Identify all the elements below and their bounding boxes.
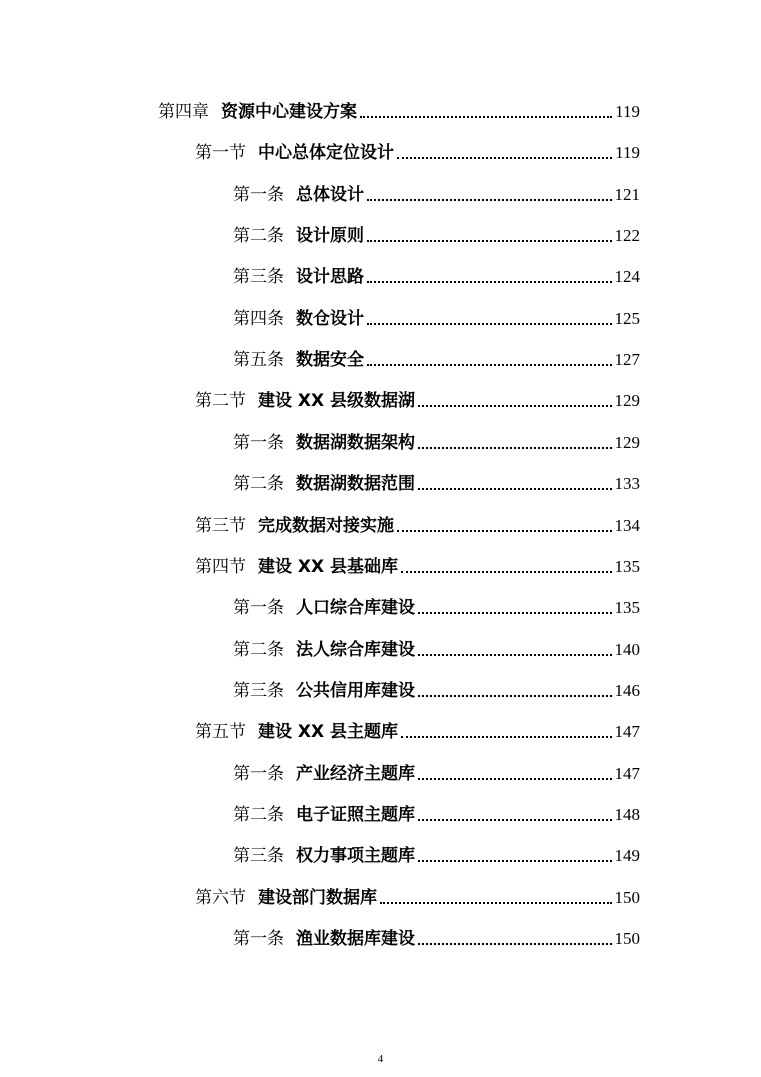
toc-dot-leader xyxy=(397,157,612,159)
toc-entry[interactable] xyxy=(195,502,640,536)
toc-entry-title: 建设 XX 县基础库 xyxy=(258,556,399,577)
toc-entry-page: 149 xyxy=(614,846,640,866)
toc-entry-page: 147 xyxy=(614,763,640,783)
toc-dot-leader xyxy=(367,364,612,366)
toc-entry[interactable] xyxy=(233,667,640,701)
toc-entry[interactable] xyxy=(233,791,640,825)
toc-entry-number: 第一条 xyxy=(233,432,284,453)
toc-entry-title: 数据湖数据范围 xyxy=(296,474,415,495)
toc-entry[interactable] xyxy=(158,88,640,122)
toc-dot-leader xyxy=(401,736,611,738)
toc-entry[interactable] xyxy=(233,419,640,453)
toc-entry-title: 法人综合库建设 xyxy=(296,639,415,660)
toc-entry-page: 147 xyxy=(614,722,640,742)
toc-entry-page: 119 xyxy=(615,102,640,121)
toc-entry[interactable] xyxy=(195,129,640,163)
toc-entry-page: 134 xyxy=(614,515,640,535)
toc-entry-page: 119 xyxy=(615,143,640,163)
toc-dot-leader xyxy=(367,240,612,242)
toc-entry-number: 第一条 xyxy=(233,184,284,205)
toc-entry-number: 第六节 xyxy=(195,887,246,908)
toc-entry-title: 电子证照主题库 xyxy=(296,804,415,825)
toc-entry-number: 第一条 xyxy=(233,763,284,784)
toc-entry-number: 第三条 xyxy=(233,267,284,288)
toc-dot-leader xyxy=(367,281,612,283)
toc-entry-page: 129 xyxy=(614,391,640,411)
toc-entry-title: 完成数据对接实施 xyxy=(258,515,394,536)
toc-dot-leader xyxy=(418,860,612,862)
toc-dot-leader xyxy=(401,571,611,573)
toc-entry-number: 第五条 xyxy=(233,350,284,371)
toc-entry-page: 129 xyxy=(614,432,640,452)
toc-entry-page: 135 xyxy=(614,556,640,576)
toc-entry-number: 第四条 xyxy=(233,308,284,329)
toc-entry-number: 第四章 xyxy=(158,102,209,122)
toc-entry-page: 133 xyxy=(614,474,640,494)
toc-entry-number: 第二条 xyxy=(233,474,284,495)
toc-entry-title: 建设 XX 县主题库 xyxy=(258,722,399,743)
toc-entry-title: 数据湖数据架构 xyxy=(296,432,415,453)
toc-dot-leader xyxy=(380,902,612,904)
toc-entry-number: 第五节 xyxy=(195,722,246,743)
toc-entry-number: 第一节 xyxy=(195,143,246,164)
toc-entry[interactable] xyxy=(195,377,640,411)
toc-dot-leader xyxy=(418,778,612,780)
toc-entry-title: 资源中心建设方案 xyxy=(221,102,357,122)
toc-entry-page: 150 xyxy=(614,887,640,907)
toc-dot-leader xyxy=(397,530,612,532)
toc-entry[interactable] xyxy=(195,543,640,577)
page-number: 4 xyxy=(377,1053,384,1065)
toc-entry-page: 125 xyxy=(614,308,640,328)
toc-entry-page: 148 xyxy=(614,804,640,824)
toc-entry-page: 135 xyxy=(614,598,640,618)
toc-entry[interactable] xyxy=(233,212,640,246)
toc-entry-page: 140 xyxy=(614,639,640,659)
toc-entry-page: 122 xyxy=(614,226,640,246)
toc-entry[interactable] xyxy=(233,171,640,205)
toc-entry-title: 设计思路 xyxy=(296,267,364,288)
toc-entry-title: 总体设计 xyxy=(296,184,364,205)
toc-entry-title: 建设 XX 县级数据湖 xyxy=(258,391,416,412)
toc-dot-leader xyxy=(418,819,612,821)
toc-entry-page: 124 xyxy=(614,267,640,287)
toc-entry-page: 150 xyxy=(614,929,640,948)
toc-dot-leader xyxy=(418,695,612,697)
toc-entry-page: 127 xyxy=(614,350,640,370)
toc-dot-leader xyxy=(418,447,612,449)
toc-entry[interactable] xyxy=(233,750,640,784)
toc-entry-title: 建设部门数据库 xyxy=(258,887,377,908)
toc-entry-title: 产业经济主题库 xyxy=(296,763,415,784)
toc-entry-title: 公共信用库建设 xyxy=(296,680,415,701)
toc-entry[interactable] xyxy=(233,295,640,329)
toc-entry-number: 第二条 xyxy=(233,226,284,247)
toc-entry[interactable] xyxy=(233,832,640,866)
toc-dot-leader xyxy=(418,943,612,945)
toc-entry-title: 人口综合库建设 xyxy=(296,598,415,619)
toc-entry-number: 第一条 xyxy=(233,598,284,619)
toc-dot-leader xyxy=(418,612,612,614)
toc-entry[interactable] xyxy=(195,708,640,742)
toc-dot-leader xyxy=(418,488,612,490)
toc-dot-leader xyxy=(418,654,612,656)
toc-dot-leader xyxy=(360,116,612,118)
toc-entry-number: 第四节 xyxy=(195,556,246,577)
toc-entry-title: 数仓设计 xyxy=(296,308,364,329)
toc-entry-number: 第一条 xyxy=(233,929,284,949)
toc-entry-number: 第二条 xyxy=(233,804,284,825)
toc-entry[interactable] xyxy=(233,336,640,370)
toc-entry-title: 渔业数据库建设 xyxy=(296,929,415,949)
toc-entry-title: 中心总体定位设计 xyxy=(258,143,394,164)
toc-entry-page: 121 xyxy=(614,184,640,204)
toc-entry-title: 权力事项主题库 xyxy=(296,846,415,867)
toc-dot-leader xyxy=(367,199,612,201)
toc-entry[interactable] xyxy=(233,253,640,287)
toc-entry[interactable] xyxy=(195,874,640,908)
toc-entry-title: 数据安全 xyxy=(296,350,364,371)
toc-entry-number: 第三节 xyxy=(195,515,246,536)
toc-entry[interactable] xyxy=(233,915,640,949)
toc-entry[interactable] xyxy=(233,584,640,618)
toc-entry-number: 第三条 xyxy=(233,680,284,701)
toc-dot-leader xyxy=(367,323,612,325)
toc-entry-number: 第二条 xyxy=(233,639,284,660)
toc-entry-page: 146 xyxy=(614,680,640,700)
toc-entry[interactable] xyxy=(233,460,640,494)
toc-entry-number: 第三条 xyxy=(233,846,284,867)
toc-entry[interactable] xyxy=(233,626,640,660)
toc-entry-number: 第二节 xyxy=(195,391,246,412)
toc-dot-leader xyxy=(418,405,611,407)
toc-entry-title: 设计原则 xyxy=(296,226,364,247)
